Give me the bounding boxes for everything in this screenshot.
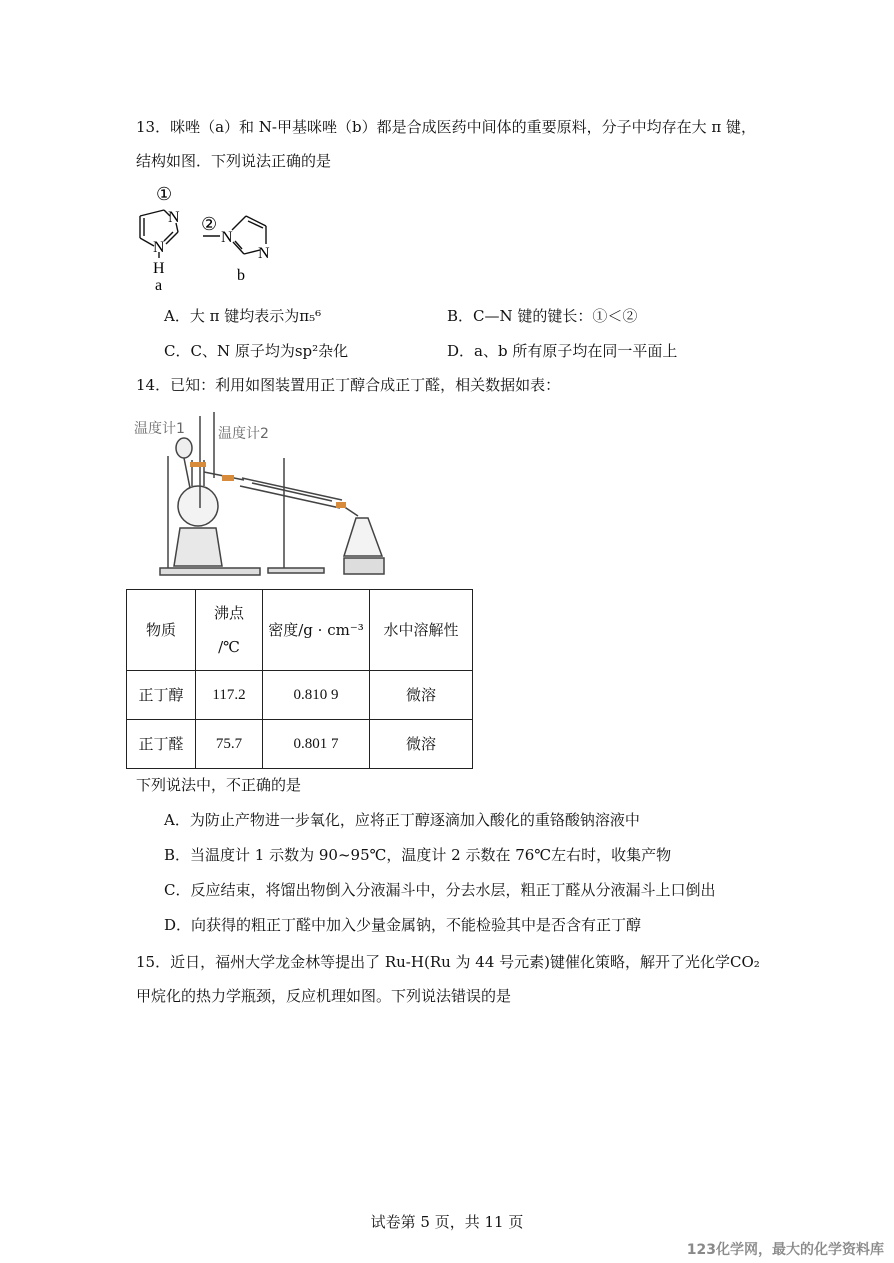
cell-solubility: 微溶: [370, 671, 473, 720]
label-circle-2: ②: [201, 214, 218, 234]
cell-density: 0.810 9: [263, 671, 370, 720]
atom-n-methyl-b: N: [221, 229, 233, 246]
q13-option-b: B．C—N 键的键长：①＜②: [447, 307, 638, 325]
distillation-apparatus: [132, 408, 592, 583]
cell-substance: 正丁醇: [127, 671, 196, 720]
round-bottom-flask: [178, 486, 218, 526]
atom-h-a: H: [153, 260, 165, 277]
header-density: 密度/g · cm⁻³: [263, 590, 370, 671]
cell-solubility: 微溶: [370, 720, 473, 769]
q14-prompt: 下列说法中，不正确的是: [136, 776, 302, 794]
cell-boiling-point: 75.7: [196, 720, 263, 769]
q13-stem-line2: 结构如图．下列说法正确的是: [136, 152, 332, 170]
stand-base-middle: [268, 568, 324, 573]
q13-option-c: C．C、N 原子均为sp²杂化: [164, 342, 349, 360]
page-footer: 试卷第 5 页，共 11 页: [370, 1213, 524, 1231]
label-circle-1: ①: [156, 184, 173, 204]
watermark: 123化学网，最大的化学资料库: [686, 1242, 884, 1258]
header-boiling-point-l1: 沸点: [213, 604, 244, 622]
molecule-label-a: a: [155, 277, 163, 294]
table-header-row: [127, 590, 473, 671]
cell-boiling-point: 117.2: [196, 671, 263, 720]
q13-option-a: A．大 π 键均表示为π₅⁶: [164, 307, 322, 325]
q14-option-d: D．向获得的粗正丁醛中加入少量金属钠，不能检验其中是否含有正丁醇: [164, 916, 642, 934]
atom-n-bottom-a: N: [153, 239, 165, 256]
properties-table: [126, 589, 473, 769]
header-boiling-point: [196, 590, 263, 671]
stand-base-left: [160, 568, 260, 575]
q15-stem-line1: 15．近日，福州大学龙金林等提出了 Ru-H(Ru 为 44 号元素)键催化策略，解开了光化学CO₂: [136, 953, 760, 971]
thermometer-2-label: 温度计2: [218, 426, 269, 442]
cell-density: 0.801 7: [263, 720, 370, 769]
q13-stem-line1: 13．咪唑（a）和 N-甲基咪唑（b）都是合成医药中间体的重要原料，分子中均存在大 π 键，: [136, 118, 756, 136]
q14-option-a: A．为防止产物进一步氧化，应将正丁醇逐滴加入酸化的重铬酸钠溶液中: [164, 811, 640, 829]
q14-option-b: B．当温度计 1 示数为 90~95℃，温度计 2 示数在 76℃左右时，收集产物: [164, 846, 672, 864]
molecule-label-b: b: [237, 267, 245, 284]
q14-option-c: C．反应结束，将馏出物倒入分液漏斗中，分去水层，粗正丁醛从分液漏斗上口倒出: [164, 881, 716, 899]
header-boiling-point-l2: /℃: [218, 638, 240, 656]
dropping-funnel: [176, 438, 192, 458]
header-solubility: 水中溶解性: [370, 590, 473, 671]
atom-n-right-b: N: [258, 245, 270, 262]
header-substance: 物质: [127, 590, 196, 671]
receiving-flask: [344, 518, 382, 556]
cell-substance: 正丁醛: [127, 720, 196, 769]
lab-jack: [344, 558, 384, 574]
q15-stem-line2: 甲烷化的热力学瓶颈，反应机理如图。下列说法错误的是: [136, 987, 512, 1005]
table-row: [127, 720, 473, 769]
imidazole-structures: [128, 180, 298, 295]
table-row: [127, 671, 473, 720]
atom-n-top-a: N: [168, 209, 180, 226]
q13-option-d: D．a、b 所有原子均在同一平面上: [447, 342, 678, 360]
q14-stem: 14．已知：利用如图装置用正丁醇合成正丁醛，相关数据如表：: [136, 376, 561, 394]
heating-mantle: [174, 528, 222, 566]
thermometer-1-label: 温度计1: [134, 421, 185, 437]
